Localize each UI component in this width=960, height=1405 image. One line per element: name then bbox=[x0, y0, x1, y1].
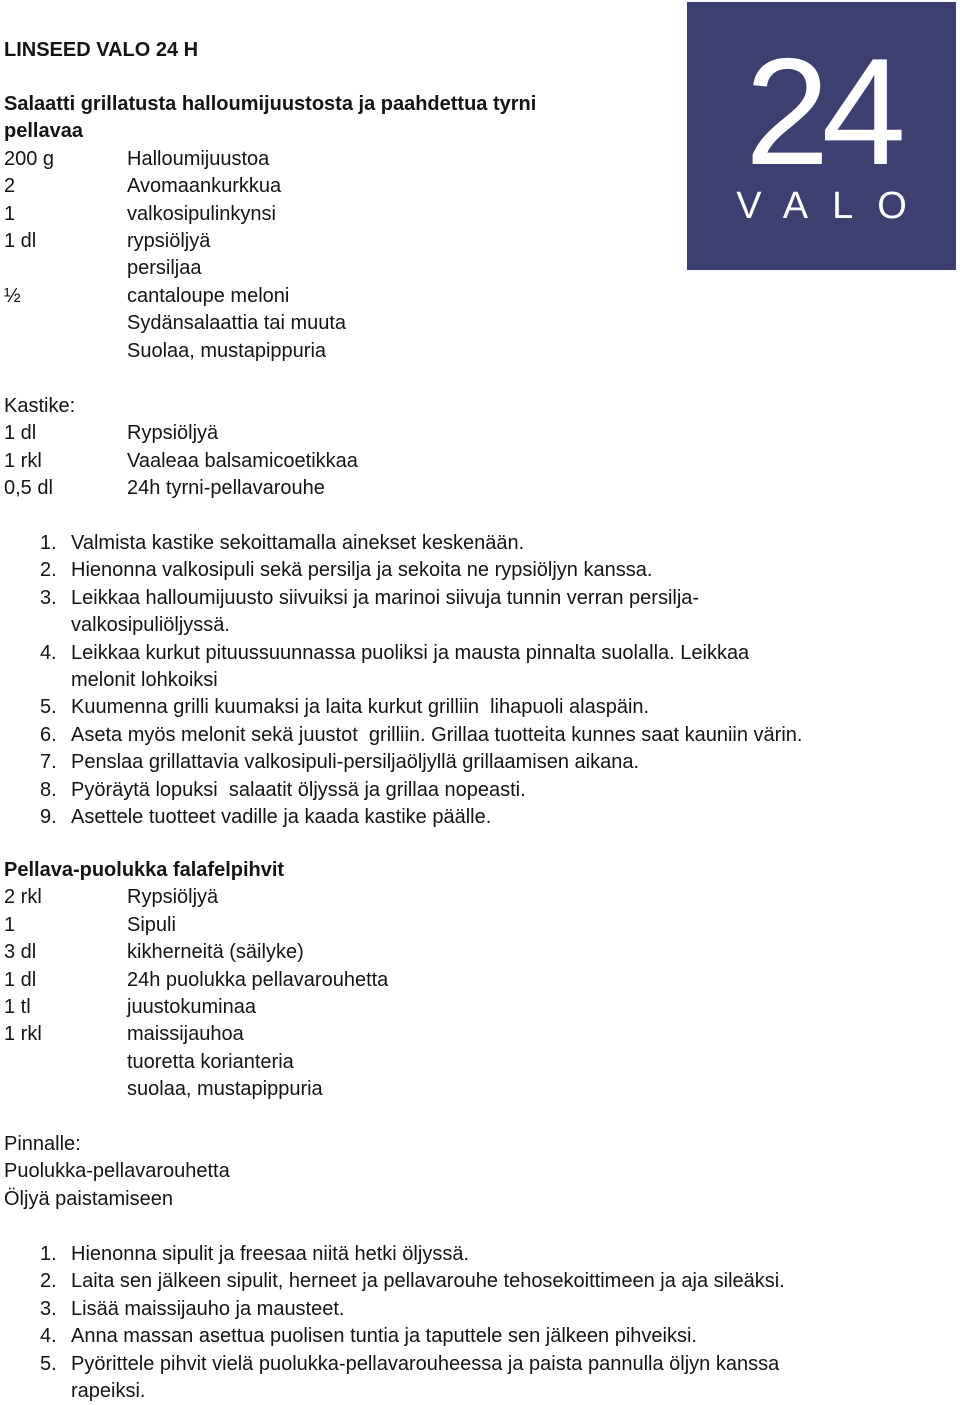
ingredient-quantity: 1 dl bbox=[4, 968, 37, 991]
ingredient-row bbox=[4, 338, 844, 365]
ingredient-row bbox=[4, 967, 844, 994]
sauce-ingredients bbox=[4, 420, 844, 502]
step-item bbox=[4, 557, 924, 584]
ingredient-name: persiljaa bbox=[127, 257, 202, 280]
step-number: 4. bbox=[40, 1325, 57, 1348]
step-item bbox=[4, 530, 924, 557]
ingredient-name: cantaloupe meloni bbox=[127, 284, 290, 307]
ingredient-row bbox=[4, 201, 844, 228]
sauce-label: Kastike: bbox=[4, 395, 76, 417]
step-number: 3. bbox=[40, 1297, 57, 1320]
ingredient-quantity: 2 bbox=[4, 175, 16, 198]
recipe1-ingredients bbox=[4, 146, 844, 365]
step-text: Anna massan asettua puolisen tuntia ja taputtele sen jälkeen pihveiksi. bbox=[71, 1325, 697, 1348]
recipe1-title-line2: pellavaa bbox=[4, 120, 83, 143]
ingredient-name: Vaaleaa balsamicoetikkaa bbox=[127, 449, 358, 472]
step-item bbox=[4, 640, 924, 695]
ingredient-name: kikherneitä (säilyke) bbox=[127, 941, 304, 964]
step-text: Leikkaa halloumijuusto siivuiksi ja marinoi siivuja tunnin verran persilja- valkosipuliöljyssä. bbox=[71, 586, 700, 637]
coating-label: Pinnalle: bbox=[4, 1133, 81, 1155]
ingredient-row bbox=[4, 420, 844, 447]
recipe1-title-line1: Salaatti grillatusta halloumijuustosta ja paahdettua tyrni bbox=[4, 93, 537, 115]
recipe2-title: Pellava-puolukka falafelpihvit bbox=[4, 859, 285, 881]
ingredient-name: Suolaa, mustapippuria bbox=[127, 339, 327, 362]
recipe2-steps bbox=[4, 1241, 924, 1405]
ingredient-quantity: 1 bbox=[4, 202, 16, 225]
step-text: Laita sen jälkeen sipulit, herneet ja pellavarouhe tehosekoittimeen ja aja sileäksi. bbox=[71, 1270, 785, 1293]
ingredient-row bbox=[4, 228, 844, 255]
ingredient-row bbox=[4, 283, 844, 310]
ingredient-quantity bbox=[4, 1049, 127, 1076]
step-text: Valmista kastike sekoittamalla ainekset keskenään. bbox=[71, 532, 525, 554]
step-item bbox=[4, 1296, 924, 1323]
ingredient-row bbox=[4, 1076, 844, 1103]
ingredient-row bbox=[4, 146, 844, 173]
step-text: Aseta myös melonit sekä juustot grilliin. Grillaa tuotteita kunnes saat kauniin värin. bbox=[71, 723, 803, 746]
recipe2-ingredients bbox=[4, 884, 844, 1103]
ingredient-quantity: 3 dl bbox=[4, 941, 37, 964]
ingredient-name: 24h puolukka pellavarouhetta bbox=[127, 968, 389, 991]
step-item bbox=[4, 749, 924, 776]
ingredient-quantity bbox=[4, 255, 127, 282]
ingredient-quantity bbox=[4, 310, 127, 337]
step-item bbox=[4, 694, 924, 721]
step-text: Hienonna sipulit ja freesaa niitä hetki öljyssä. bbox=[71, 1243, 469, 1265]
step-text: Asettele tuotteet vadille ja kaada kastike päälle. bbox=[71, 806, 492, 829]
ingredient-quantity bbox=[4, 338, 127, 365]
ingredient-row bbox=[4, 884, 844, 911]
step-number: 1. bbox=[40, 1243, 57, 1265]
ingredient-name: tuoretta korianteria bbox=[127, 1050, 294, 1073]
step-item bbox=[4, 722, 924, 749]
step-item bbox=[4, 804, 924, 831]
ingredient-quantity: 1 dl bbox=[4, 422, 37, 445]
step-text: Leikkaa kurkut pituussuunnassa puoliksi ja mausta pinnalta suolalla. Leikkaa melonit lohkoiksi bbox=[71, 641, 750, 692]
ingredient-quantity: 1 bbox=[4, 913, 16, 936]
step-number: 7. bbox=[40, 751, 57, 774]
coating-item: Öljyä paistamiseen bbox=[4, 1187, 173, 1210]
ingredient-name: Sydänsalaattia tai muuta bbox=[127, 312, 347, 335]
ingredient-quantity bbox=[4, 1076, 127, 1103]
step-text: Pyöräytä lopuksi salaatit öljyssä ja grillaa nopeasti. bbox=[71, 778, 526, 801]
recipe2-coating-section bbox=[4, 1131, 844, 1213]
ingredient-quantity: 0,5 dl bbox=[4, 477, 53, 500]
ingredient-row bbox=[4, 1021, 844, 1048]
recipe1-section bbox=[4, 91, 844, 365]
ingredient-name: juustokuminaa bbox=[127, 995, 256, 1018]
step-item bbox=[4, 1268, 924, 1295]
ingredient-row bbox=[4, 1049, 844, 1076]
ingredient-row bbox=[4, 255, 844, 282]
step-number: 2. bbox=[40, 1270, 57, 1293]
ingredient-name: Avomaankurkkua bbox=[127, 175, 282, 198]
ingredient-row bbox=[4, 310, 844, 337]
ingredient-name: maissijauhoa bbox=[127, 1023, 244, 1046]
step-text: Kuumenna grilli kuumaksi ja laita kurkut grilliin lihapuoli alaspäin. bbox=[71, 696, 650, 719]
ingredient-name: Halloumijuustoa bbox=[127, 147, 270, 170]
step-item bbox=[4, 777, 924, 804]
step-number: 8. bbox=[40, 778, 57, 801]
step-number: 3. bbox=[40, 586, 57, 609]
logo-word: VALO bbox=[736, 185, 931, 227]
step-number: 9. bbox=[40, 806, 57, 829]
step-number: 5. bbox=[40, 696, 57, 719]
ingredient-name: Rypsiöljyä bbox=[127, 422, 219, 445]
step-text: Penslaa grillattavia valkosipuli-persiljaöljyllä grillaamisen aikana. bbox=[71, 751, 640, 774]
ingredient-name: suolaa, mustapippuria bbox=[127, 1078, 323, 1101]
ingredient-row bbox=[4, 448, 844, 475]
step-number: 1. bbox=[40, 532, 57, 554]
step-text: Pyörittele pihvit vielä puolukka-pellavarouheessa ja paista pannulla öljyn kanssa rapeiksi. bbox=[71, 1352, 780, 1403]
ingredient-quantity: ½ bbox=[4, 284, 21, 307]
step-number: 4. bbox=[40, 641, 57, 664]
ingredient-row bbox=[4, 173, 844, 200]
logo-number: 24 bbox=[744, 27, 899, 197]
ingredient-name: valkosipulinkynsi bbox=[127, 202, 276, 225]
step-item bbox=[4, 1323, 924, 1350]
step-number: 5. bbox=[40, 1352, 57, 1375]
step-number: 2. bbox=[40, 559, 57, 582]
recipe2-section bbox=[4, 857, 844, 1104]
ingredient-quantity: 1 dl bbox=[4, 229, 37, 252]
ingredient-name: Sipuli bbox=[127, 913, 176, 936]
ingredient-quantity: 1 rkl bbox=[4, 1023, 42, 1046]
ingredient-quantity: 1 rkl bbox=[4, 449, 42, 472]
step-text: Hienonna valkosipuli sekä persilja ja sekoita ne rypsiöljyn kanssa. bbox=[71, 559, 653, 582]
ingredient-row bbox=[4, 939, 844, 966]
ingredient-name: Rypsiöljyä bbox=[127, 886, 219, 909]
ingredient-row bbox=[4, 912, 844, 939]
step-item bbox=[4, 585, 924, 640]
ingredient-row bbox=[4, 994, 844, 1021]
recipe1-sauce-section bbox=[4, 393, 844, 503]
ingredient-name: 24h tyrni-pellavarouhe bbox=[127, 477, 325, 500]
ingredient-row bbox=[4, 475, 844, 502]
document-title: LINSEED VALO 24 H bbox=[4, 39, 199, 61]
step-text: Lisää maissijauho ja mausteet. bbox=[71, 1297, 345, 1320]
ingredient-name: rypsiöljyä bbox=[127, 229, 211, 252]
step-item bbox=[4, 1241, 924, 1268]
recipe1-steps bbox=[4, 530, 924, 831]
coating-item: Puolukka-pellavarouhetta bbox=[4, 1160, 230, 1183]
ingredient-quantity: 200 g bbox=[4, 147, 55, 170]
step-number: 6. bbox=[40, 723, 57, 746]
ingredient-quantity: 2 rkl bbox=[4, 886, 42, 909]
ingredient-quantity: 1 tl bbox=[4, 995, 31, 1018]
step-item bbox=[4, 1351, 924, 1405]
